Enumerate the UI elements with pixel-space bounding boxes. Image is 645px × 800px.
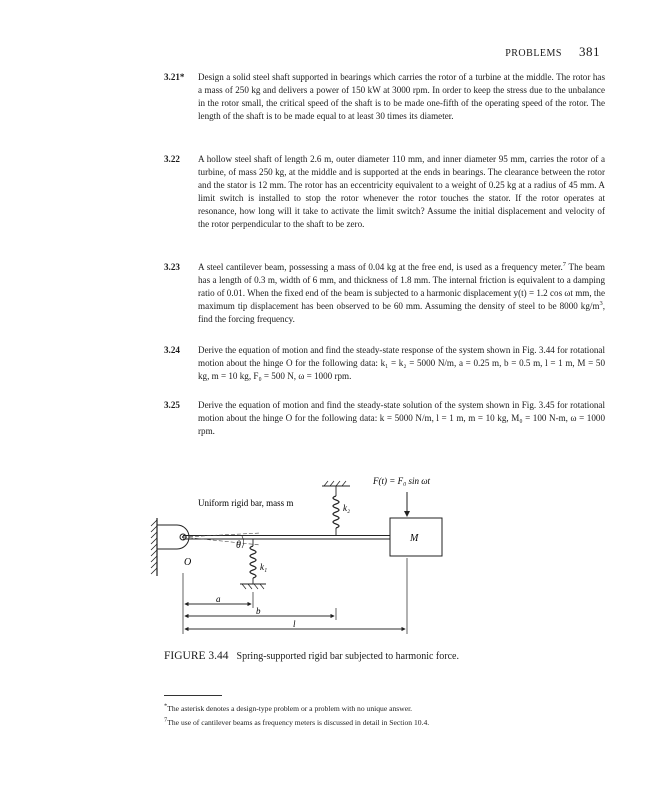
- dim-b-label: b: [256, 606, 261, 616]
- problem-3-22: [164, 153, 605, 231]
- figure-number: FIGURE 3.44: [164, 650, 229, 662]
- problem-3-25: [164, 399, 605, 438]
- dim-a-label: a: [216, 594, 221, 604]
- dim-l-label: l: [293, 619, 296, 629]
- running-head: PROBLEMS: [505, 48, 562, 59]
- problem-text: A hollow steel shaft of length 2.6 m, outer diameter 110 mm, and inner diameter 95 mm, carries the rotor of a turbine, of mass 250 kg, at the middle and is supported at the ends in bearings. The clearance between the rotor and the stator is 12 mm. The rotor has an eccentricity equivalent to a weight of 0.25 kg at a radius of 45 mm. A limit switch is installed to stop the rotor whenever the rotor touches the stator. If the rotor operates at resonance, how long will it take to activate the limit switch? Assume the initial displacement and velocity of the rotor perpendicular to the shaft to be zero.: [198, 154, 605, 229]
- force-label: F(t) = F₀ sin ωt: [373, 476, 431, 486]
- footnote-rule: [164, 695, 222, 696]
- figure-3-44: [150, 468, 590, 648]
- theta-label: θ: [236, 540, 241, 551]
- footnote-ref: 7: [562, 260, 567, 268]
- page-header: [505, 44, 600, 60]
- footnote-text: The asterisk denotes a design-type problem or a problem with no unique answer.: [167, 704, 413, 713]
- hinge-label: O: [184, 557, 192, 568]
- problem-3-21: [164, 71, 605, 123]
- problem-text: Derive the equation of motion and find the steady-state response of the system shown in Fig. 3.44 for rotational motion about the hinge O for the following data: k₁ = k₂ = 5000 N/m, a = 0.25 m, b = 0.5 m, l = 1 m, M = 50 kg, m = 10 kg, F₀ = 500 N, ω = 1000 rpm.: [198, 345, 605, 381]
- problem-number: 3.23: [164, 262, 180, 272]
- mass-label: M: [410, 533, 419, 544]
- problem-number: 3.25: [164, 400, 180, 410]
- figure-caption: [164, 650, 464, 663]
- problem-text: [198, 261, 605, 326]
- page-number: 381: [579, 44, 600, 59]
- k2-label: k₂: [343, 503, 351, 513]
- problem-text-part: The beam has a length of 0.3 m, width of 6 mm, and thickness of 1.8 mm. The internal friction is equivalent to a damping ratio of 0.01. When the fixed end of the beam is subjected to a harmonic displacement y(t) = 1.2 cos ωt mm, the maximum tip displacement has been observed to be 60 mm. Assuming the density of steel to be 8000 kg/m: [198, 262, 606, 311]
- problem-text-part: , find the forcing frequency.: [198, 301, 605, 324]
- theta-arc: [242, 536, 244, 548]
- problem-text: Derive the equation of motion and find the steady-state solution of the system shown in Fig. 3.45 for rotational motion about the hinge O for the following data: k = 5000 N/m, l = 1 m, m = 10 kg, M₀ = 100 N-m, ω = 1000 rpm.: [198, 400, 605, 436]
- problem-number: 3.22: [164, 154, 180, 164]
- problem-number: 3.21*: [164, 72, 185, 82]
- k1-label: k₁: [260, 562, 268, 572]
- problem-3-24: [164, 344, 605, 383]
- footnote-mark: 7: [164, 716, 168, 724]
- problem-text: Design a solid steel shaft supported in bearings which carries the rotor of a turbine at the middle. The rotor has a mass of 250 kg and delivers a power of 150 kW at 3000 rpm. In order to keep the stress due to the unbalance in the rotor small, the critical speed of the shaft is to be made one-fifth of the operating speed of the rotor. The length of the shaft is to be made equal to at least 30 times its diameter.: [198, 72, 605, 121]
- figure-diagram: [150, 468, 590, 648]
- footnote-7: [164, 718, 429, 727]
- bar-label: Uniform rigid bar, mass m: [198, 498, 294, 508]
- rigid-bar: [183, 533, 390, 545]
- exponent: 3: [599, 299, 603, 307]
- figure-caption-text: Spring-supported rigid bar subjected to harmonic force.: [236, 651, 459, 662]
- wall: [151, 518, 157, 576]
- problem-number: 3.24: [164, 345, 180, 355]
- problem-text-part: A steel cantilever beam, possessing a mass of 0.04 kg at the free end, is used as a frequency meter.: [198, 262, 563, 272]
- footnote-asterisk: [164, 704, 412, 713]
- footnote-mark: *: [164, 702, 168, 710]
- problem-3-23: [164, 261, 605, 326]
- footnote-text: The use of cantilever beams as frequency meters is discussed in detail in Section 10.4.: [167, 718, 430, 727]
